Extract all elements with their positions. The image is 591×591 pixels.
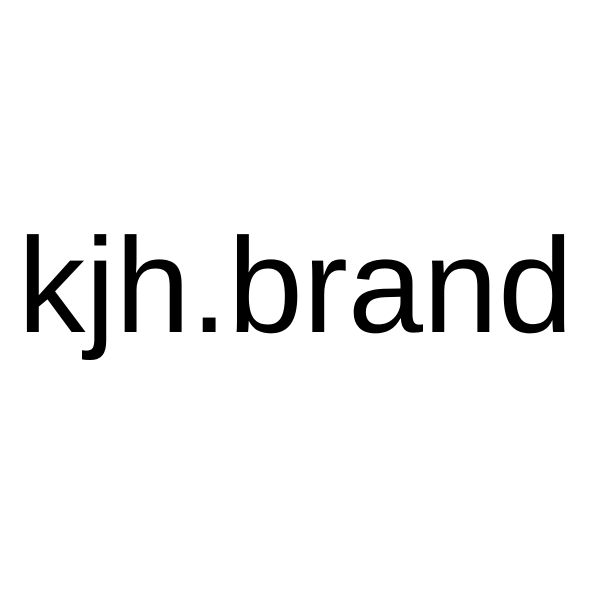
brand-wordmark: kjh.brand [17,210,574,361]
